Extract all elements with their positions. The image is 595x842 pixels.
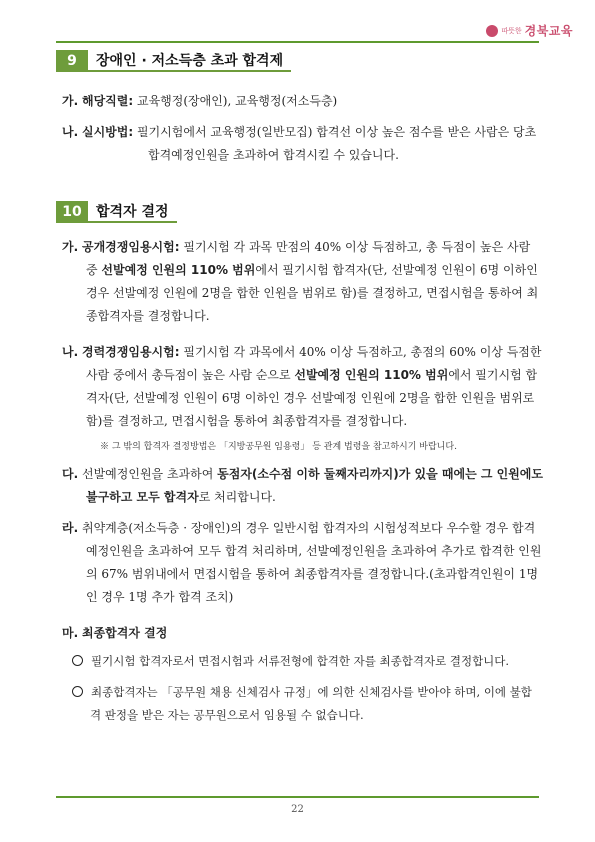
logo-subtext: 따뜻한 <box>501 26 522 35</box>
section-title: 장애인 · 저소득층 초과 합격제 <box>96 53 284 69</box>
item-label: 최종합격자 결정 <box>81 626 168 640</box>
footer-divider <box>56 796 539 798</box>
item-emphasis: 선발예정 인원의 110% 범위 <box>101 263 256 277</box>
item-text: 로 처리합니다. <box>198 490 276 504</box>
item-text: 에서 필기시험 합격자(단, 선발예정 인원이 6명 이하인 경우 선발예정 인원에 2명을 합한 인원을 범위로 함)를 결정하고, 면접시험을 통하여 최종합격자를 결정합니다. <box>86 263 539 323</box>
item-marker: 마. <box>62 626 79 640</box>
section-number: 10 <box>56 201 88 223</box>
item-text: 선발예정인원을 초과하여 <box>81 467 214 481</box>
item-emphasis: 선발예정 인원의 110% 범위 <box>294 368 449 382</box>
item-text: 에서 필기시험 합격자(단, 선발예정 인원이 6명 이하인 경우 선발예정 인원에 2명을 합한 인원을 범위로 함)를 결정하고, 면접시험을 통하여 최종합격자를 결정합니다. <box>86 368 538 428</box>
section-10-item-ma <box>62 622 543 645</box>
item-marker: 가. <box>62 94 79 108</box>
logo-mark-icon <box>486 25 498 37</box>
section-10-item-na <box>62 341 543 433</box>
item-label: 실시방법: <box>81 125 134 139</box>
section-10-item-da <box>62 463 543 509</box>
item-marker: 라. <box>62 521 79 535</box>
section-9-item-ga <box>62 90 543 113</box>
final-pass-bullet-1 <box>72 650 543 673</box>
section-9-item-na <box>62 121 543 167</box>
item-text: 취약계층(저소득층 · 장애인)의 경우 일반시험 합격자의 시험성적보다 우수할 경우 합격예정인원을 초과하여 모두 합격 처리하며, 선발예정인원을 초과하여 추가로 합격한 인원의 67% 범위내에서 면접시험을 통하여 최종합격자를 결정합니다.(초과합격인원이 1명인 경우 1명 추가 합격 조치) <box>81 521 542 604</box>
bullet-text: 최종합격자는 「공무원 채용 신체검사 규정」에 의한 신체검사를 받아야 하며, 이에 불합격 판정을 받은 자는 공무원으로서 임용될 수 없습니다. <box>90 685 532 722</box>
item-text: 필기시험 각 과목에서 40% 이상 득점하고, 총점의 60% 이상 득점한 사람 중에서 총득점이 높은 사람 순으로 <box>86 345 542 382</box>
item-label: 공개경쟁임용시험: <box>81 240 180 254</box>
logo-text: 경북교육 <box>524 24 573 38</box>
final-pass-bullet-2 <box>72 681 543 727</box>
section-9-heading <box>56 50 291 72</box>
item-label: 경력경쟁임용시험: <box>81 345 180 359</box>
item-text: 교육행정(장애인), 교육행정(저소득층) <box>136 94 338 108</box>
circle-bullet-icon <box>72 655 83 666</box>
item-emphasis: 동점자(소수점 이하 둘째자리까지)가 있을 때에는 그 인원에도 불구하고 모두 합격자 <box>86 467 543 504</box>
item-marker: 다. <box>62 467 79 481</box>
circle-bullet-icon <box>72 686 83 697</box>
header-logo <box>486 22 573 39</box>
item-text: 필기시험에서 교육행정(일반모집) 합격선 이상 높은 점수를 받은 사람은 당초 합격예정인원을 초과하여 합격시킬 수 있습니다. <box>136 125 537 162</box>
page-number: 22 <box>291 804 304 815</box>
section-number: 9 <box>56 50 88 72</box>
section-10-item-ra <box>62 517 543 609</box>
item-marker: 나. <box>62 125 79 139</box>
section-10-heading <box>56 201 177 223</box>
item-text: 필기시험 각 과목 만점의 40% 이상 득점하고, 총 득점이 높은 사람 중 <box>86 240 531 277</box>
section-title: 합격자 결정 <box>96 204 169 220</box>
item-marker: 나. <box>62 345 79 359</box>
section-10-item-ga <box>62 236 543 328</box>
item-marker: 가. <box>62 240 79 254</box>
item-label: 해당직렬: <box>81 94 134 108</box>
reference-note: ※ 그 밖의 합격자 결정방법은 「지방공무원 임용령」 등 관계 법령을 참고하시기 바랍니다. <box>100 442 457 452</box>
bullet-text: 필기시험 합격자로서 면접시험과 서류전형에 합격한 자를 최종합격자로 결정합니다. <box>91 654 510 668</box>
header-divider <box>56 41 539 43</box>
